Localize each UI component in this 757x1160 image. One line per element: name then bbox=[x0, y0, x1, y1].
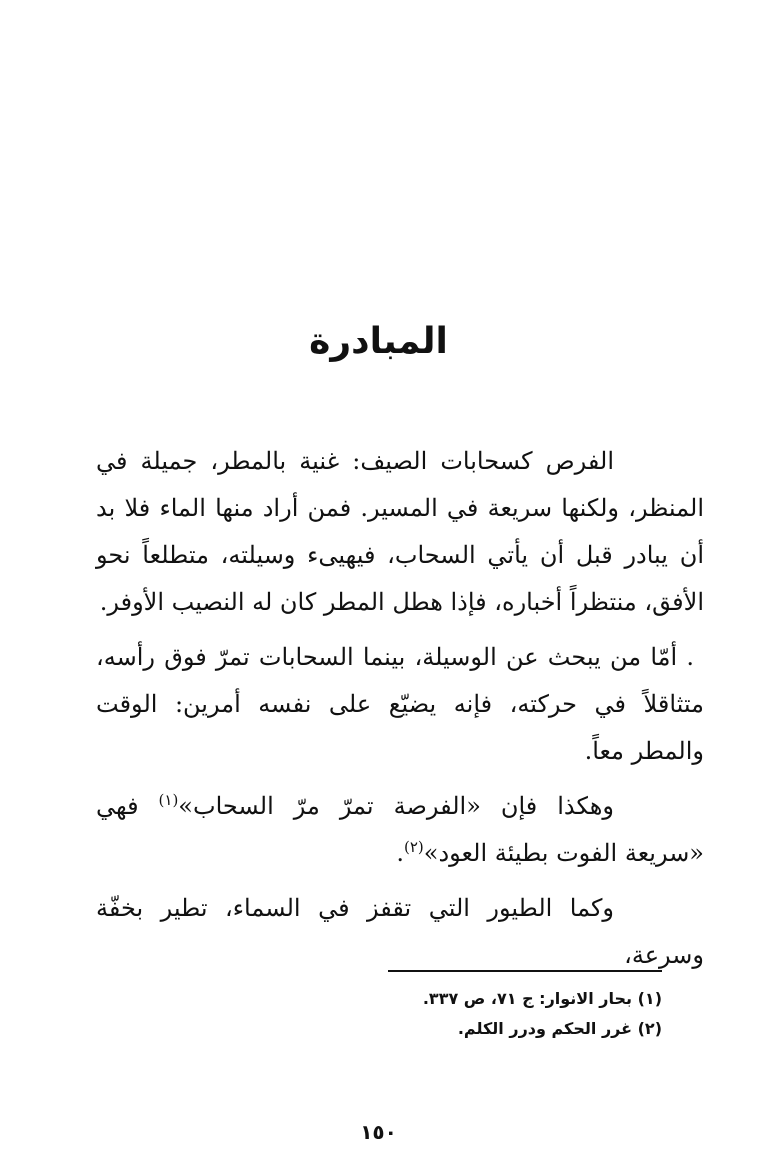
footnotes bbox=[330, 984, 662, 1044]
body-text bbox=[96, 438, 704, 987]
paragraph-4: وكما الطيور التي تقفز في السماء، تطير بخفّة وسرعة، bbox=[96, 894, 704, 969]
footnote-divider bbox=[388, 970, 662, 972]
paragraph-3-part-1: وهكذا فإن «الفرصة تمرّ مرّ السحاب» bbox=[178, 792, 614, 820]
footnote-ref-1: (١) bbox=[158, 791, 179, 809]
footnote-2: (٢) غرر الحكم ودرر الكلم. bbox=[457, 1019, 662, 1038]
footnote-1: (١) بحار الانوار: ج ٧١، ص ٣٣٧. bbox=[422, 989, 662, 1008]
paragraph-3 bbox=[96, 783, 704, 877]
footnote-ref-2: (٢) bbox=[404, 838, 424, 856]
paragraph-3-part-3: . bbox=[396, 839, 404, 867]
page-number: ١٥٠ bbox=[360, 1120, 397, 1144]
paragraph-1: الفرص كسحابات الصيف: غنية بالمطر، جميلة في المنظر، ولكنها سريعة في المسير. فمن أراد منها الماء فلا بد أن يبادر قبل أن يأتي السحاب، فيهيىء وسيلته، متطلعاً نحو الأفق، منتظراً أخباره، فإذا هطل المطر كان له النصيب الأوفر. bbox=[96, 447, 704, 616]
paragraph-3-part-2: فهي «سريعة الفوت بطيئة العود» bbox=[96, 792, 704, 867]
chapter-title: المبادرة bbox=[309, 321, 448, 362]
paragraph-2: . أمّا من يبحث عن الوسيلة، بينما السحابات تمرّ فوق رأسه، متثاقلاً في حركته، فإنه يضيّع على نفسه أمرين: الوقت والمطر معاً. bbox=[96, 643, 704, 765]
